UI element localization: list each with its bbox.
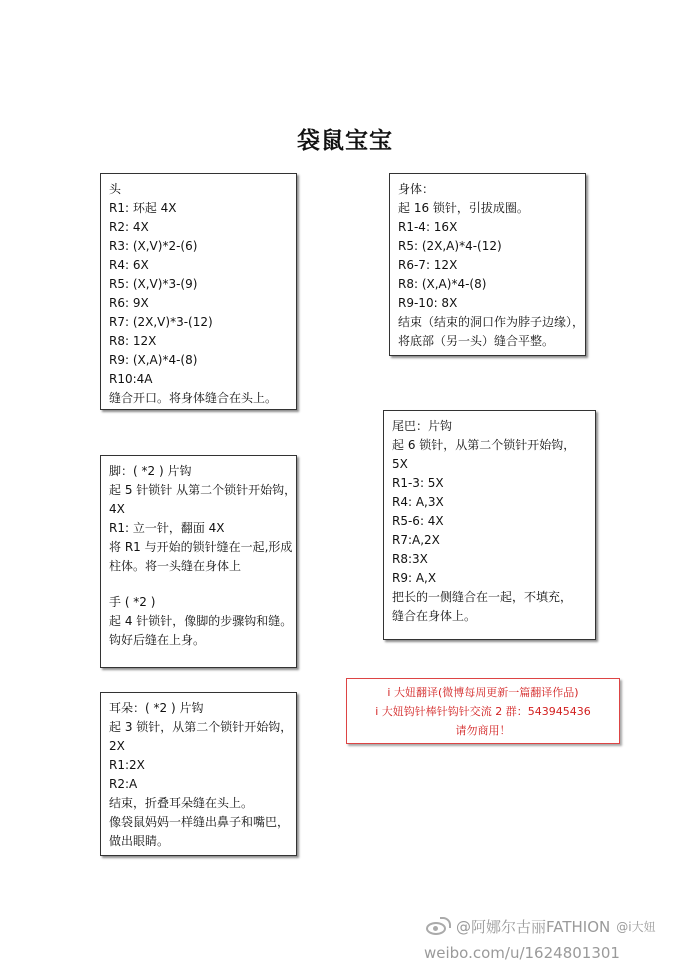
head-heading: 头 <box>109 182 122 196</box>
tail-row: R7:A,2X <box>392 533 440 547</box>
page-title: 袋鼠宝宝 <box>297 128 393 154</box>
ears-row: R2:A <box>109 777 138 791</box>
ears-heading: 耳朵：( *2 ) 片钩 <box>109 701 204 715</box>
tail-row: R4: A,3X <box>392 495 444 509</box>
body-row: R9-10: 8X <box>398 296 458 310</box>
body-row: R5: (2X,A)*4-(12) <box>398 239 502 253</box>
ears-row: 做出眼睛。 <box>109 834 170 848</box>
body-row: R8: (X,A)*4-(8) <box>398 277 487 291</box>
head-row: R6: 9X <box>109 296 149 310</box>
tail-pattern-box <box>383 410 596 640</box>
body-row: 结束（结束的洞口作为脖子边缘）， <box>398 315 585 329</box>
tail-row: R5-6: 4X <box>392 514 444 528</box>
ears-row: 像袋鼠妈妈一样缝出鼻子和嘴巴， <box>109 815 290 829</box>
body-heading: 身体： <box>398 182 435 196</box>
feet-row: 柱体。将一头缝在身体上 <box>109 559 242 573</box>
weibo-watermark <box>424 914 686 972</box>
tail-row: R1-3: 5X <box>392 476 444 490</box>
ears-row: 结束，折叠耳朵缝在头上。 <box>109 796 254 810</box>
notice-line: i 大妞钩针棒针钩针交流 2 群：543945436 <box>375 705 591 718</box>
head-row: R4: 6X <box>109 258 149 272</box>
head-row: R3: (X,V)*2-(6) <box>109 239 198 253</box>
head-row: R10:4A <box>109 372 153 386</box>
feet-row: 将 R1 与开始的锁针缝在一起,形成 <box>109 540 293 554</box>
tail-row: R8:3X <box>392 552 428 566</box>
head-row: 缝合开口。将身体缝合在头上。 <box>109 391 278 405</box>
watermark-handle-suffix: @i大妞 <box>616 920 656 934</box>
feet-heading: 脚：( *2 ) 片钩 <box>109 464 192 478</box>
ears-row: R1:2X <box>109 758 145 772</box>
feet-row: R1: 立一针，翻面 4X <box>109 521 225 535</box>
head-row: R5: (X,V)*3-(9) <box>109 277 198 291</box>
head-row: R1: 环起 4X <box>109 201 177 215</box>
watermark-handle: @阿娜尔古丽FATHION <box>456 918 611 936</box>
tail-row: 5X <box>392 457 408 471</box>
head-row: R9: (X,A)*4-(8) <box>109 353 198 367</box>
watermark-url: weibo.com/u/1624801301 <box>424 944 620 962</box>
head-row: R2: 4X <box>109 220 149 234</box>
tail-heading: 尾巴：片钩 <box>392 419 453 433</box>
body-row: 起 16 锁针，引拔成圈。 <box>398 201 529 215</box>
hands-row: 起 4 针锁针，像脚的步骤钩和缝。 <box>109 614 293 628</box>
ears-row: 2X <box>109 739 125 753</box>
head-row: R7: (2X,V)*3-(12) <box>109 315 213 329</box>
feet-hands-pattern-box <box>100 455 297 668</box>
translator-notice <box>346 678 620 744</box>
notice-line: 请勿商用！ <box>455 724 511 737</box>
ears-pattern-box <box>100 692 297 856</box>
body-pattern-box <box>389 173 586 356</box>
body-row: R6-7: 12X <box>398 258 458 272</box>
weibo-icon <box>424 917 450 937</box>
notice-line: i 大妞翻译(微博每周更新一篇翻译作品) <box>387 686 579 699</box>
feet-row: 4X <box>109 502 125 516</box>
section-gap <box>109 576 296 593</box>
feet-row: 起 5 针锁针 从第二个锁针开始钩， <box>109 483 297 497</box>
tail-row: 起 6 锁针，从第二个锁针开始钩， <box>392 438 576 452</box>
body-row: R1-4: 16X <box>398 220 458 234</box>
head-pattern-box <box>100 173 297 410</box>
ears-row: 起 3 锁针，从第二个锁针开始钩， <box>109 720 293 734</box>
tail-row: R9: A,X <box>392 571 437 585</box>
tail-row: 把长的一侧缝合在一起，不填充， <box>392 590 573 604</box>
body-row: 将底部（另一头）缝合平整。 <box>398 334 555 348</box>
hands-row: 钩好后缝在上身。 <box>109 633 206 647</box>
head-row: R8: 12X <box>109 334 157 348</box>
tail-row: 缝合在身体上。 <box>392 609 477 623</box>
hands-heading: 手 ( *2 ) <box>109 595 156 609</box>
